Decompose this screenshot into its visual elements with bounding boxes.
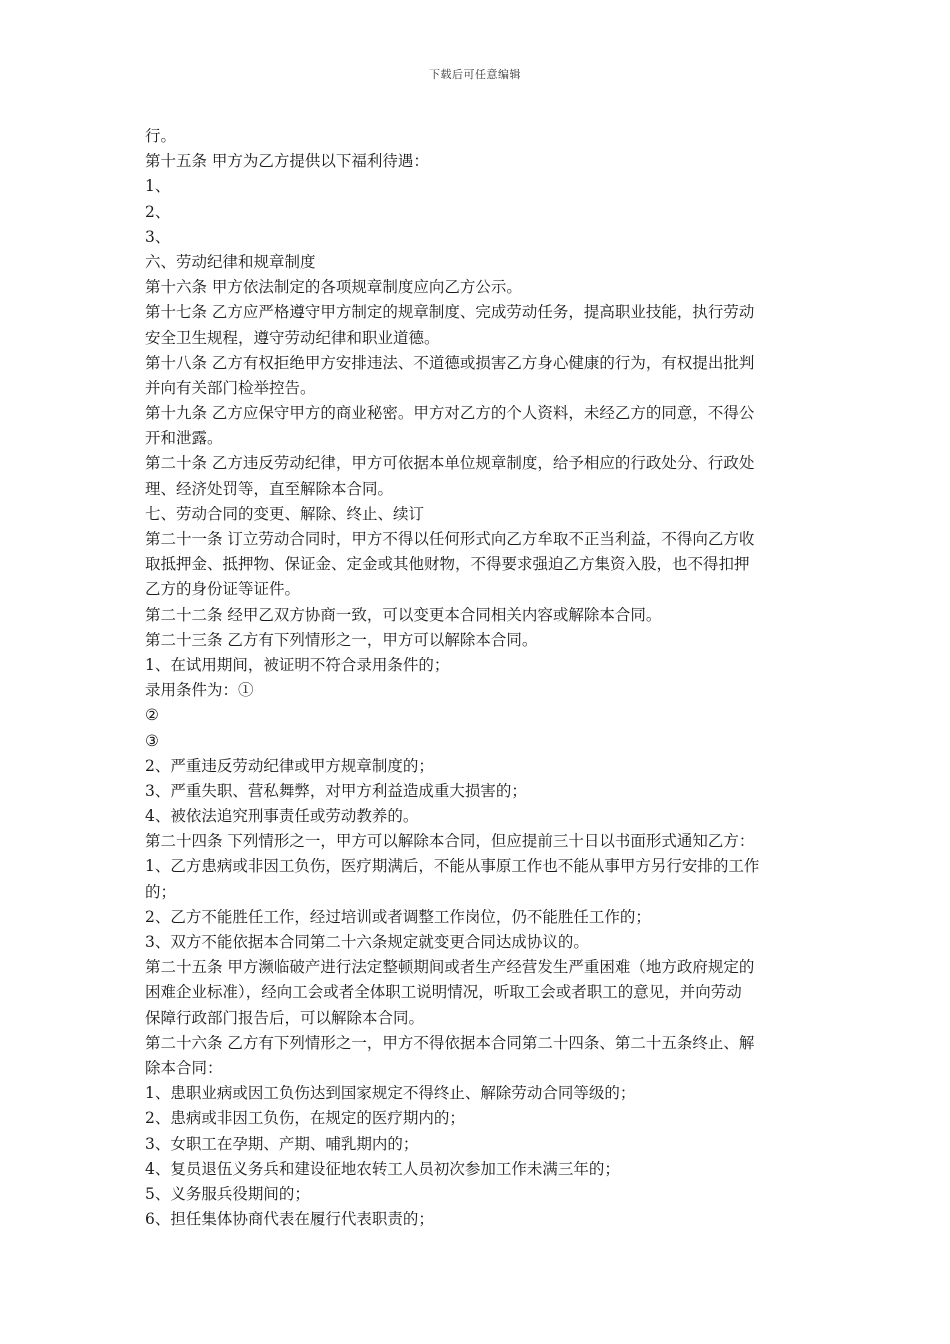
text-line: 3、双方不能依据本合同第二十六条规定就变更合同达成协议的。 — [145, 933, 589, 951]
text-line: 行。 — [145, 127, 177, 145]
text-line: 2、 — [145, 202, 171, 221]
text-line: 1、 — [145, 177, 171, 196]
document-body — [145, 124, 809, 1232]
text-line: 4、复员退伍义务兵和建设征地农转工人员初次参加工作未满三年的； — [145, 1159, 620, 1178]
text-line: 第二十六条 乙方有下列情形之一，甲方不得依据本合同第二十四条、第二十五条终止、解 — [145, 1033, 755, 1052]
text-line: 2、患病或非因工负伤，在规定的医疗期内的； — [145, 1109, 465, 1128]
text-line: 第二十二条 经甲乙双方协商一致，可以变更本合同相关内容或解除本合同。 — [145, 605, 662, 624]
text-line: 第二十条 乙方违反劳动纪律，甲方可依据本单位规章制度，给予相应的行政处分、行政处 — [145, 454, 755, 473]
text-line: 取抵押金、抵押物、保证金、定金或其他财物，不得要求强迫乙方集资入股，也不得扣押 — [145, 555, 750, 574]
page-header: 下载后可任意编辑 — [429, 68, 521, 81]
text-line: ③ — [145, 731, 159, 750]
text-line: 第十九条 乙方应保守甲方的商业秘密。甲方对乙方的个人资料，未经乙方的同意，不得公 — [145, 404, 755, 423]
text-line: 乙方的身份证等证件。 — [145, 580, 301, 599]
text-line: 2、乙方不能胜任工作，经过培训或者调整工作岗位，仍不能胜任工作的； — [145, 907, 651, 926]
text-line: 3、 — [145, 227, 171, 246]
text-line: 除本合同： — [145, 1058, 223, 1077]
text-line: 2、严重违反劳动纪律或甲方规章制度的； — [145, 756, 434, 775]
text-line: 第十六条 甲方依法制定的各项规章制度应向乙方公示。 — [145, 278, 522, 297]
text-line: 第十五条 甲方为乙方提供以下福利待遇： — [145, 152, 429, 171]
text-line: 理、经济处罚等，直至解除本合同。 — [145, 479, 394, 498]
text-line: 1、患职业病或因工负伤达到国家规定不得终止、解除劳动合同等级的； — [145, 1084, 636, 1103]
text-line: 4、被依法追究刑事责任或劳动教养的。 — [145, 807, 419, 826]
text-line: 第二十五条 甲方濒临破产进行法定整顿期间或者生产经营发生严重困难（地方政府规定的 — [145, 958, 755, 977]
text-line: 困难企业标准），经向工会或者全体职工说明情况，听取工会或者职工的意见，并向劳动 — [145, 983, 742, 1002]
text-line: 安全卫生规程，遵守劳动纪律和职业道德。 — [145, 328, 440, 347]
text-line: 6、担任集体协商代表在履行代表职责的； — [145, 1210, 434, 1229]
text-line: 1、乙方患病或非因工负伤，医疗期满后，不能从事原工作也不能从事甲方另行安排的工作 — [145, 857, 760, 876]
text-line: 录用条件为：① — [145, 681, 254, 700]
text-line: 1、在试用期间，被证明不符合录用条件的； — [145, 655, 450, 674]
text-line: 第二十一条 订立劳动合同时，甲方不得以任何形式向乙方牟取不正当利益，不得向乙方收 — [145, 530, 755, 548]
text-line: 保障行政部门报告后，可以解除本合同。 — [145, 1008, 425, 1027]
text-line: 第二十四条 下列情形之一，甲方可以解除本合同，但应提前三十日以书面形式通知乙方： — [145, 832, 755, 851]
text-line: 第二十三条 乙方有下列情形之一，甲方可以解除本合同。 — [145, 630, 538, 649]
text-line: 5、义务服兵役期间的； — [145, 1184, 310, 1203]
text-line: 的； — [145, 882, 177, 901]
section-heading: 六、劳动纪律和规章制度 — [145, 252, 316, 271]
text-line: 开和泄露。 — [145, 429, 223, 448]
text-line: 并向有关部门检举控告。 — [145, 378, 316, 397]
text-line: 第十八条 乙方有权拒绝甲方安排违法、不道德或损害乙方身心健康的行为，有权提出批判 — [145, 353, 755, 372]
section-heading: 七、劳动合同的变更、解除、终止、续订 — [145, 504, 425, 523]
text-line: 3、女职工在孕期、产期、哺乳期内的； — [145, 1134, 419, 1153]
text-line: 3、严重失职、营私舞弊，对甲方利益造成重大损害的； — [145, 781, 527, 800]
text-line: 第十七条 乙方应严格遵守甲方制定的规章制度、完成劳动任务，提高职业技能，执行劳动 — [145, 303, 755, 322]
text-line: ② — [145, 706, 159, 725]
